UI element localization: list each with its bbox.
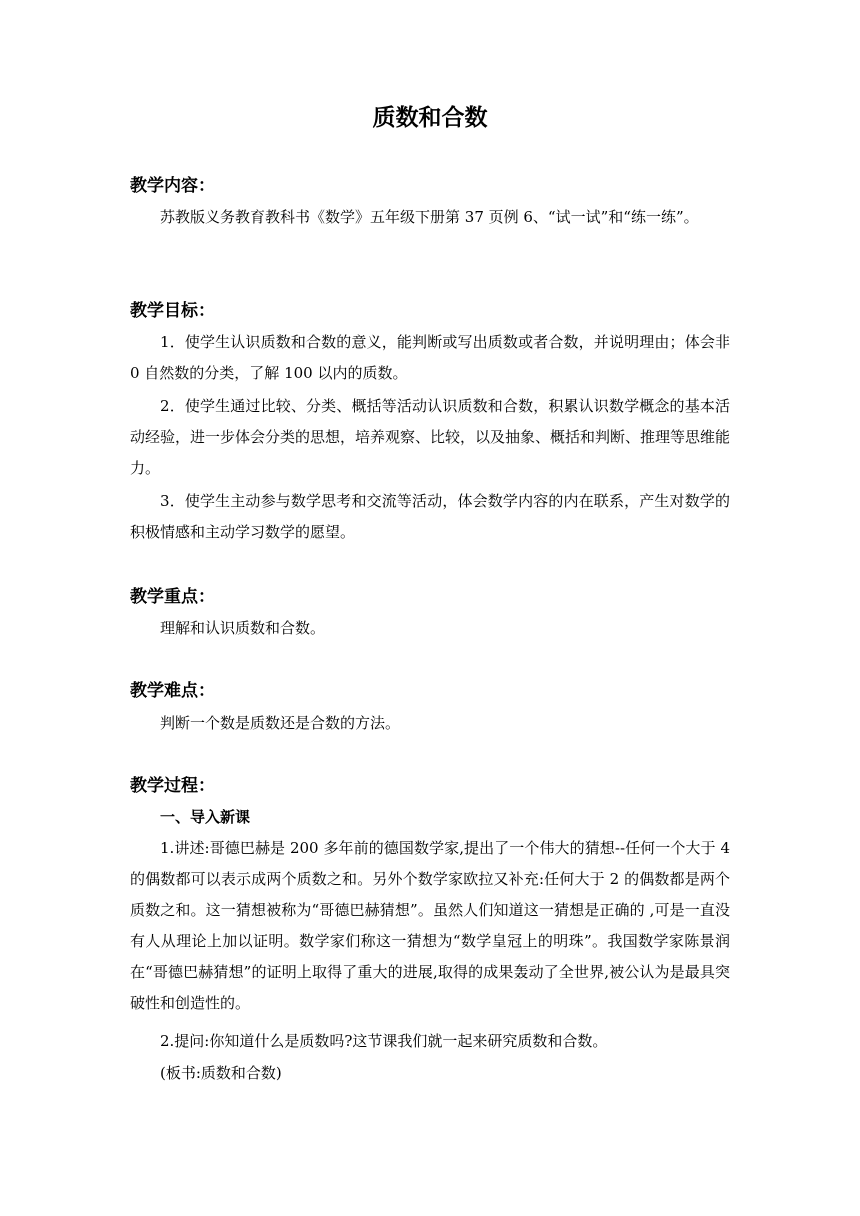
objective-item-1: 1．使学生认识质数和合数的意义，能判断或写出质数或者合数，并说明理由；体会非 0 自然数的分类，了解 100 以内的质数。 [130,333,730,382]
teaching-content-text: 苏教版义务教育教科书《数学》五年级下册第 37 页例 6、“试一试”和“练一练”。 [160,208,699,226]
heading-teaching-content: 教学内容： [130,176,215,196]
objective-item-3: 3．使学生主动参与数学思考和交流等活动，体会数学内容的内在联系，产生对数学的积极情感和主动学习数学的愿望。 [130,492,730,541]
heading-teaching-objectives: 教学目标： [130,301,215,321]
heading-teaching-process: 教学过程： [130,776,215,796]
process-item-3: (板书:质数和合数) [160,1064,282,1082]
heading-difficulty: 教学难点： [130,681,215,701]
key-point-text: 理解和认识质数和合数。 [160,619,326,637]
process-item-2: 2.提问:你知道什么是质数吗?这节课我们就一起来研究质数和合数。 [160,1032,608,1050]
objective-item-2: 2．使学生通过比较、分类、概括等活动认识质数和合数，积累认识数学概念的基本活动经验，进一步体会分类的思想，培养观察、比较，以及抽象、概括和判断、推理等思维能力。 [130,397,731,477]
document-title: 质数和合数 [372,105,488,131]
process-item-1: 1.讲述:哥德巴赫是 200 多年前的德国数学家,提出了一个伟大的猜想--任何一个大于 4 的偶数都可以表示成两个质数之和。另外个数学家欧拉又补充:任何大于 2 的偶数都是两个质数之和。这一猜想被称为“哥德巴赫猜想”。虽然人们知道这一猜想是正确的 ,可是一直没有人从理论上加以证明。数学家们称这一猜想为“数学皇冠上的明珠”。我国数学家陈景润在“哥德巴赫猜想”的证明上取得了重大的进展,取得的成果轰动了全世界,被公认为是最具突破性和创造性的。 [130,839,730,1012]
difficulty-text: 判断一个数是质数还是合数的方法。 [160,714,401,732]
process-subheading-intro: 一、导入新课 [160,808,251,826]
heading-key-point: 教学重点： [130,587,215,607]
